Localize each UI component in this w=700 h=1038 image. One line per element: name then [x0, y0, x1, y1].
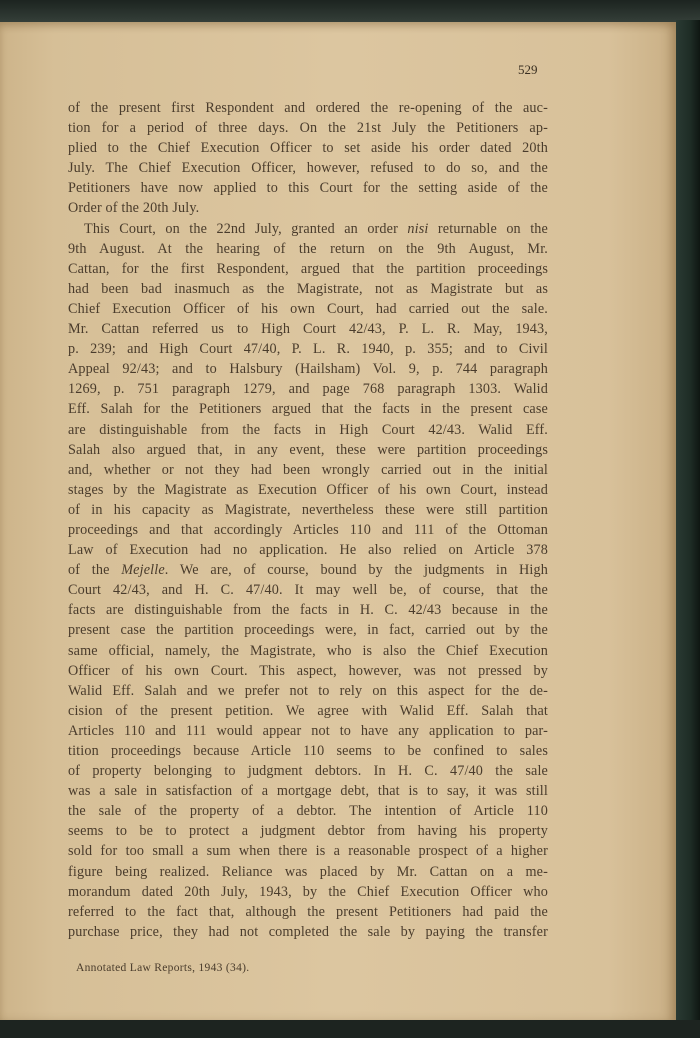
text-line: Law of Execution had no application. He also relied on Article 378: [68, 542, 548, 559]
text-line: Court 42/43, and H. C. 47/40. It may well be, of course, that the: [68, 582, 548, 599]
text-line: plied to the Chief Execution Officer to set aside his order dated 20th: [68, 140, 548, 157]
text-line: facts are distinguishable from the facts in H. C. 42/43 because in the: [68, 602, 548, 619]
text-line: of in his capacity as Magistrate, nevertheless these were still partition: [68, 501, 548, 518]
text-line: cision of the present petition. We agree with Walid Eff. Salah that: [68, 702, 548, 719]
text-line: Appeal 92/43; and to Halsbury (Hailsham) Vol. 9, p. 744 paragraph: [68, 361, 548, 378]
text-line: This Court, on the 22nd July, granted an order nisi returnable on the: [84, 220, 548, 237]
text-line: July. The Chief Execution Officer, however, refused to do so, and the: [68, 160, 548, 177]
text-line: Petitioners have now applied to this Court for the setting aside of the: [68, 180, 548, 197]
text-line: proceedings and that accordingly Articles 110 and 111 of the Ottoman: [68, 521, 548, 538]
text-line: of the Mejelle. We are, of course, bound by the judgments in High: [68, 562, 549, 579]
page-number: 529: [518, 62, 538, 77]
text-line: p. 239; and High Court 47/40, P. L. R. 1940, p. 355; and to Civil: [68, 341, 548, 358]
page-footer: Annotated Law Reports, 1943 (34).: [76, 962, 250, 974]
text-line: stages by the Magistrate as Execution Officer of his own Court, instead: [68, 481, 548, 498]
text-line: of property belonging to judgment debtors. In H. C. 47/40 the sale: [68, 763, 548, 780]
text-line: of the present first Respondent and ordered the re-opening of the auc-: [68, 100, 548, 116]
text-line: are distinguishable from the facts in High Court 42/43. Walid Eff.: [68, 421, 548, 438]
text-line: same official, namely, the Magistrate, who is also the Chief Execution: [68, 642, 548, 659]
body-text: [68, 98, 548, 942]
text-line: 9th August. At the hearing of the return on the 9th August, Mr.: [68, 240, 548, 257]
background-bottom: [0, 1020, 700, 1038]
text-line: Order of the 20th July.: [68, 200, 200, 217]
text-line: morandum dated 20th July, 1943, by the Chief Execution Officer who: [68, 883, 548, 900]
text-line: tion for a period of three days. On the 21st July the Petitioners ap-: [68, 120, 548, 137]
text-line: and, whether or not they had been wrongly carried out in the initial: [68, 461, 548, 478]
text-line: Articles 110 and 111 would appear not to have any application to par-: [68, 722, 548, 739]
text-line: the sale of the property of a debtor. The intention of Article 110: [68, 803, 548, 820]
text-line: Walid Eff. Salah and we prefer not to rely on this aspect for the de-: [68, 682, 548, 699]
text-line: Officer of his own Court. This aspect, however, was not pressed by: [68, 662, 548, 679]
text-line: present case the partition proceedings were, in fact, carried out by the: [68, 622, 548, 639]
text-line: sold for too small a sum when there is a reasonable prospect of a higher: [68, 843, 548, 860]
text-line: figure being realized. Reliance was placed by Mr. Cattan on a me-: [68, 863, 548, 880]
text-line: referred to the fact that, although the present Petitioners had paid the: [68, 903, 548, 920]
text-line: purchase price, they had not completed the sale by paying the transfer: [68, 923, 548, 940]
text-line: Cattan, for the first Respondent, argued that the partition proceedings: [68, 260, 548, 277]
text-line: Salah also argued that, in any event, these were partition proceedings: [68, 441, 548, 458]
text-line: was a sale in satisfaction of a mortgage debt, that is to say, it was still: [68, 783, 548, 800]
text-line: seems to be to protect a judgment debtor from having his property: [68, 823, 548, 840]
text-line: Chief Execution Officer of his own Court, had carried out the sale.: [68, 300, 548, 317]
book-cover-edge: [676, 20, 700, 1020]
text-line: tition proceedings because Article 110 seems to be confined to sales: [68, 743, 548, 759]
text-line: had been bad inasmuch as the Magistrate, not as Magistrate but as: [68, 280, 548, 297]
text-line: Mr. Cattan referred us to High Court 42/43, P. L. R. May, 1943,: [68, 321, 548, 338]
text-line: Eff. Salah for the Petitioners argued that the facts in the present case: [68, 401, 548, 418]
text-line: 1269, p. 751 paragraph 1279, and page 768 paragraph 1303. Walid: [68, 381, 548, 398]
